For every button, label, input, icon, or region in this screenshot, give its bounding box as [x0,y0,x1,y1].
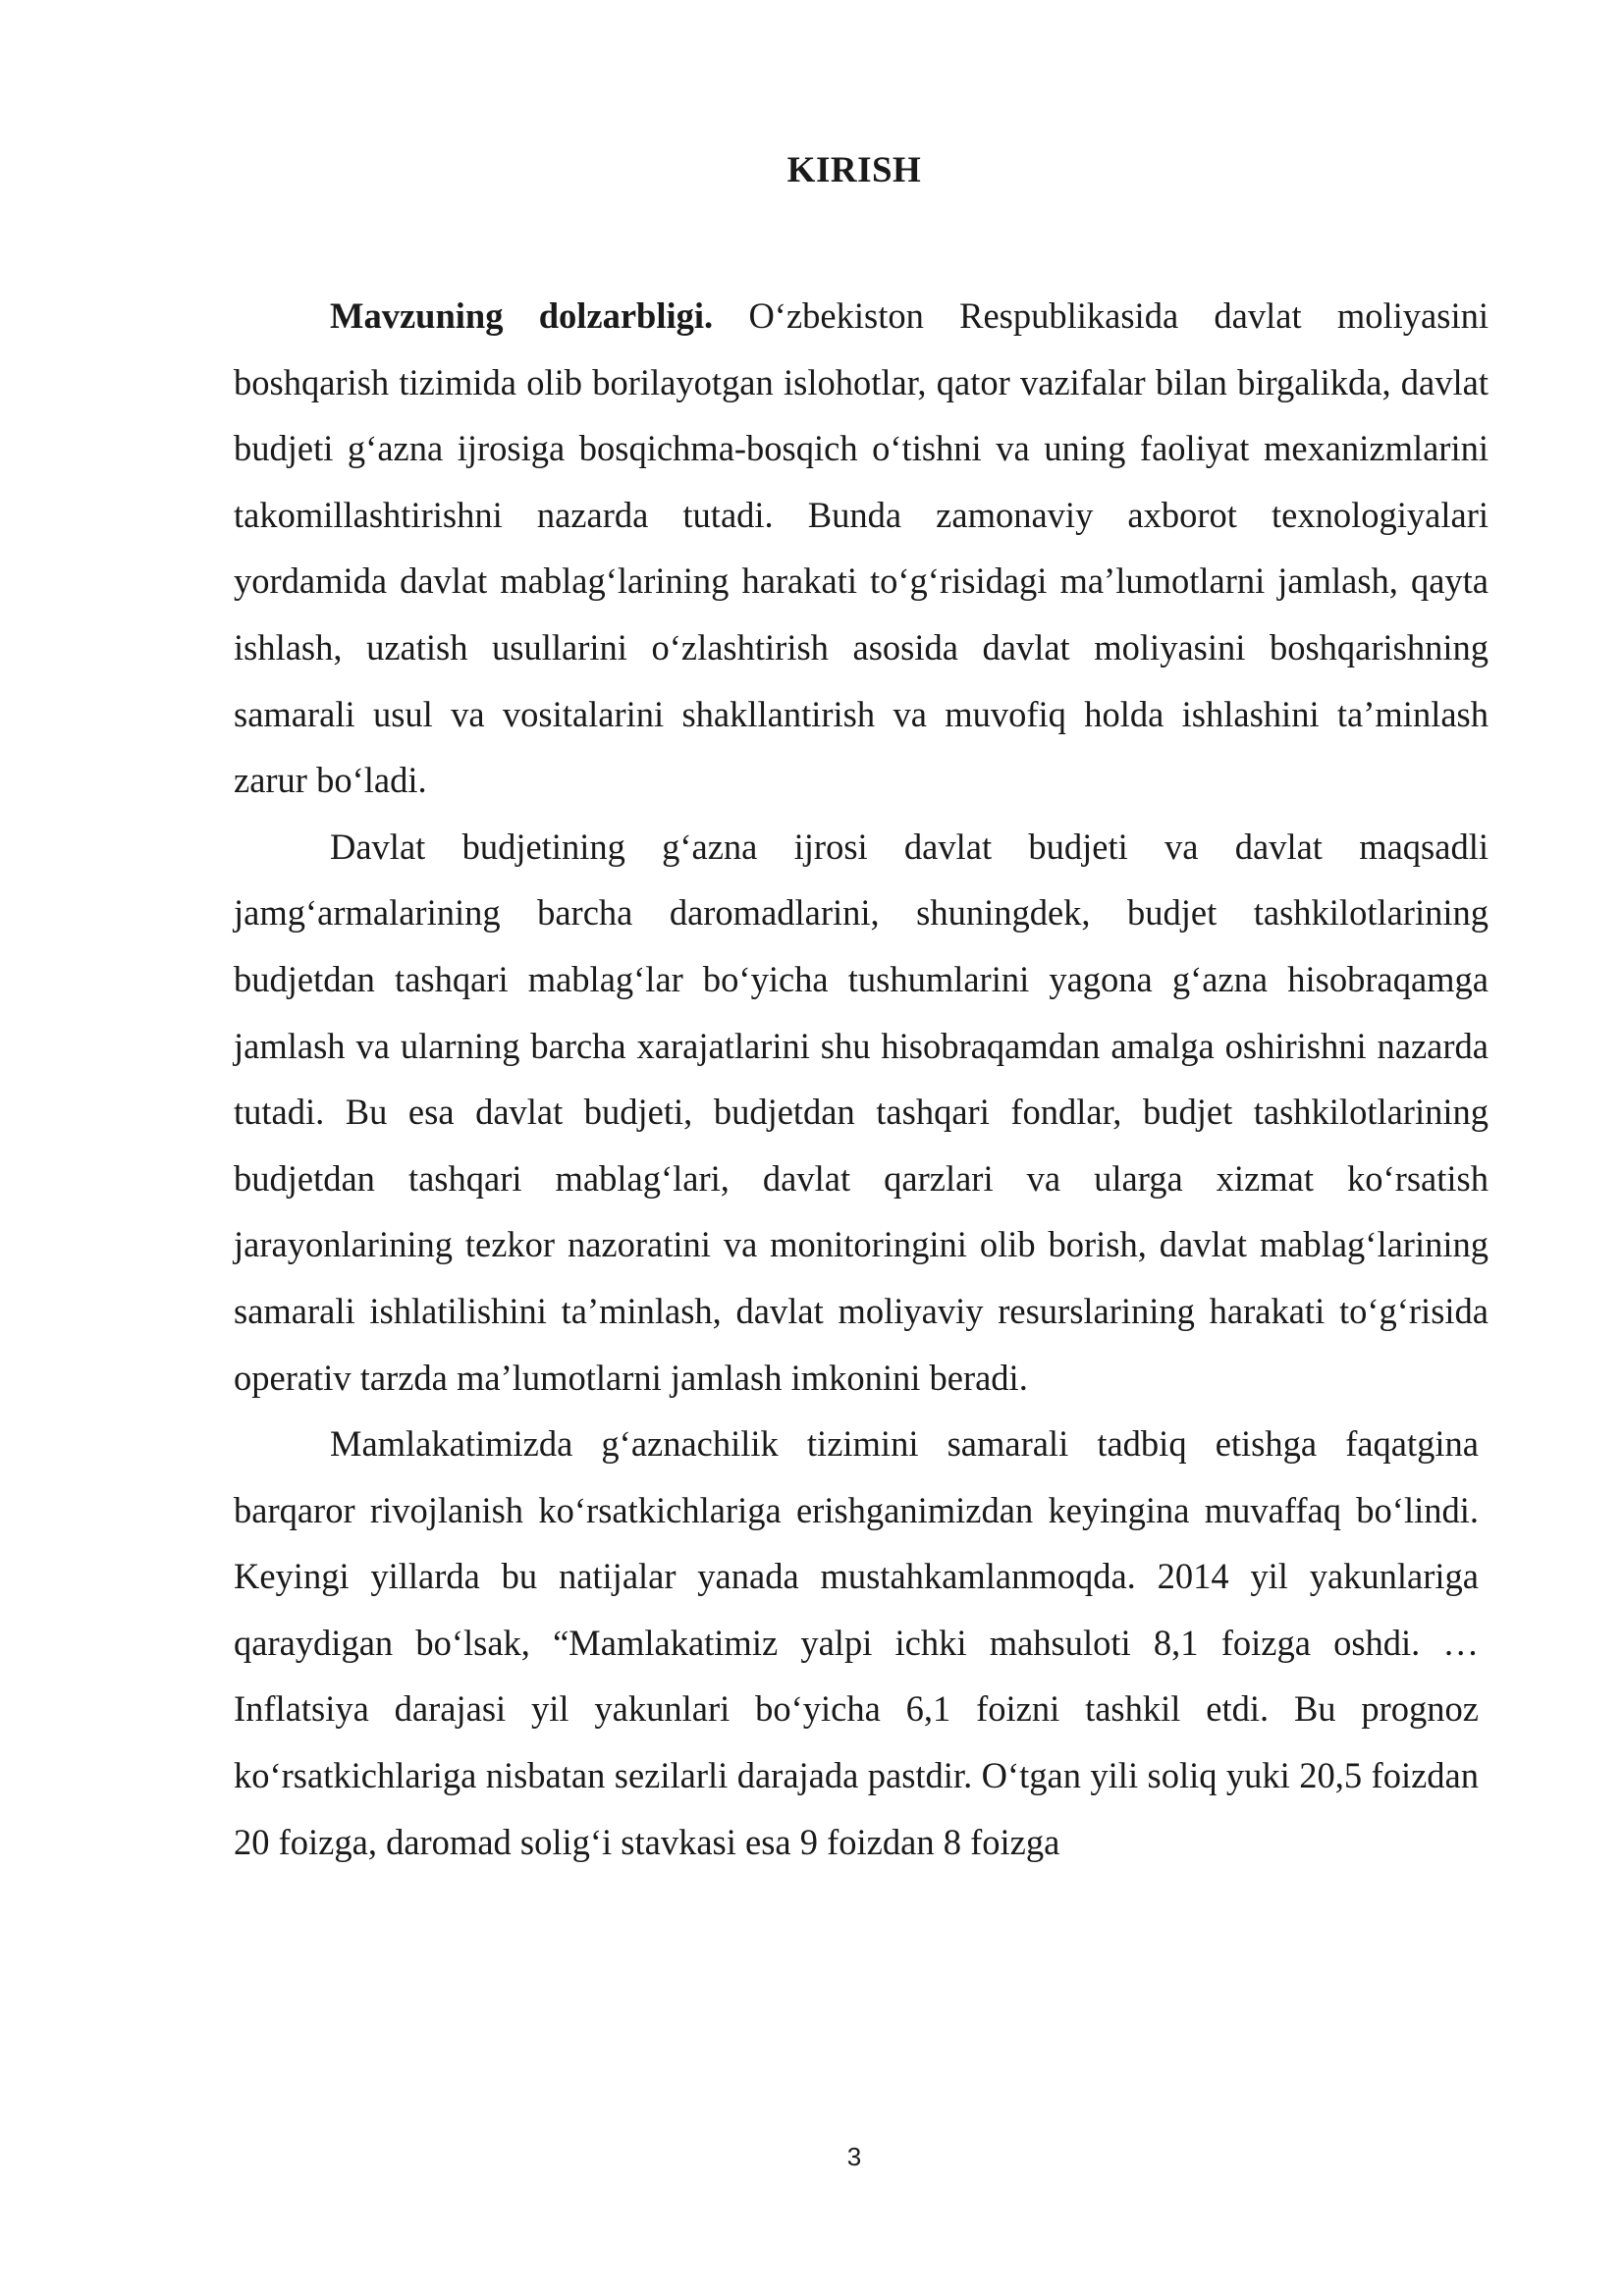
body-text [234,283,1489,1875]
paragraph-text: Davlat budjetining g‘azna ijrosi davlat budjeti va davlat maqsadli jamg‘armalarining barcha daromadlarini, shuningdek, budjet tashkilotlarining budjetdan tashqari mablag‘lar bo‘yicha tushumlarini yagona g‘azna hisobraqamga jamlash va ularning barcha xarajatlarini shu hisobraqamdan amalga oshirishni nazarda tutadi. Bu esa davlat budjeti, budjetdan tashqari fondlar, budjet tashkilotlarining budjetdan tashqari mablag‘lari, davlat qarzlari va ularga xizmat ko‘rsatish jarayonlarining tezkor nazoratini va monitoringini olib borish, davlat mablag‘larining samarali ishlatilishini ta’minlash, davlat moliyaviy resurslarining harakati to‘g‘risida operativ tarzda ma’lumotlarni jamlash imkonini beradi. [234,826,1489,1398]
paragraph-text: Mamlakatimizda g‘aznachilik tizimini samarali tadbiq etishga faqatgina barqaror rivojlanish ko‘rsatkichlariga erishganimizdan keyingina muvaffaq bo‘lindi. Keyingi yillarda bu natijalar yanada mustahkamlanmoqda. 2014 yil yakunlariga qaraydigan bo‘lsak, “Mamlakatimiz yalpi ichki mahsuloti 8,1 foizga oshdi. … Inflatsiya darajasi yil yakunlari bo‘yicha 6,1 foizni tashkil etdi. Bu prognoz ko‘rsatkichlariga nisbatan sezilarli darajada pastdir. O‘tgan yili soliq yuki 20,5 foizdan 20 foizga, daromad solig‘i stavkasi esa 9 foizdan 8 foizga [234,1423,1479,1862]
paragraph-text: O‘zbekiston Respublikasida davlat moliyasini boshqarish tizimida olib borilayotgan islohotlar, qator vazifalar bilan birgalikda, davlat budjeti g‘azna ijrosiga bosqichma-bosqich o‘tishni va uning faoliyat mexanizmlarini takomillashtirishni nazarda tutadi. Bunda zamonaviy axborot texnologiyalari yordamida davlat mablag‘larining harakati to‘g‘risidagi ma’lumotlarni jamlash, qayta ishlash, uzatish usullarini o‘zlashtirish asosida davlat moliyasini boshqarishning samarali usul va vositalarini shakllantirish va muvofiq holda ishlashini ta’minlash zarur bo‘ladi. [234,295,1489,801]
paragraph-lead: Mavzuning dolzarbligi. [330,295,714,336]
paragraph-relevance [234,283,1489,814]
page-number: 3 [846,2142,862,2171]
paragraph-treasury-system [234,1411,1479,1875]
paragraph-treasury-execution [234,814,1489,1411]
section-heading: KIRISH [786,150,922,190]
